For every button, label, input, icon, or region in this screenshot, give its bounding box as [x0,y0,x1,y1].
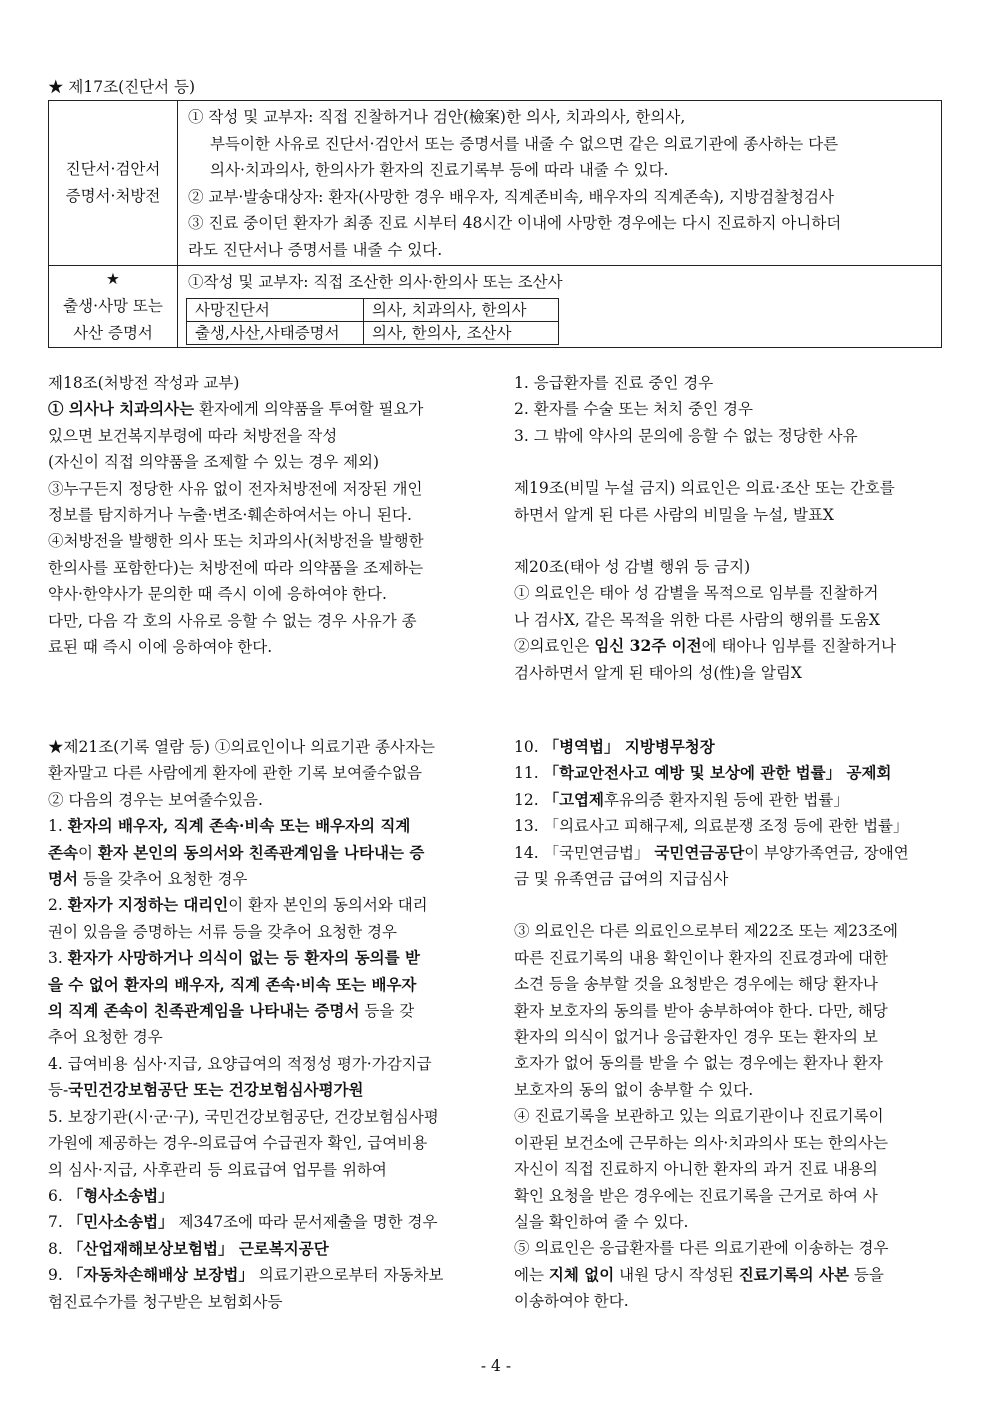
issuer-row: 사망진단서 의사, 치과의사, 한의사 [187,298,559,321]
article21-block: ★제21조(기록 열람 등) ①의료인이나 의료기관 종사자는 환자말고 다른 사람에게 환자에 관한 기록 보여줄수없음 ② 다음의 경우는 보여줄수있음. 1. 환자의 배우자, 직계 존속·비속 또는 배우자의 직계 존속이 환자 본인의 동의서와 친족관계임을 나타내는 증 명서 등을 갖추어 요청한 경우 2. 환자가 지정하는 대리인이 환자 본인의 동의서와 대리 권이 있음을 증명하는 서류 등을 갖추어 요청한 경우 3. 환자가 사망하거나 의식이 없는 등 환자의 동의를 받 을 수 없어 환자의 배우자, 직계 존속·비속 또는 배우자 의 직계 존속이 친족관계임을 나타내는 증명서 등을 갖 추어 요청한 경우 4. 급여비용 심사·지급, 요양급여의 적정성 평가·가감지급 등-국민건강보험공단 또는 건강보험심사평가원 5. 보장기관(시·군·구), 국민건강보험공단, 건강보험심사평 가원에 제공하는 경우-의료급여 수급권자 확인, 급여비용 의 심사·지급, 사후관리 등 의료급여 업무를 위하여 6. 「형사소송법」 7. 「민사소송법」 제347조에 따라 문서제출을 명한 경우 8. 「산업재해보상보험법」 근로복지공단 9. 「자동차손해배상 보장법」 의료기관으로부터 자동차보 험진료수가를 청구받은 보험회사등 [48,738,444,1311]
article17-heading: ★ 제17조(진단서 등) [48,78,196,96]
certificate-table [48,100,942,348]
certificate-label: 진단서·검안서 증명서·처방전 [49,101,178,266]
article18-block: 제18조(처방전 작성과 교부) ① 의사나 치과의사는 환자에게 의약품을 투여할 필요가 있으면 보건복지부령에 따라 처방전을 작성 (자신이 직접 의약품을 조제할 수 있는 경우 제외) ③누구든지 정당한 사유 없이 전자처방전에 저장된 개인 정보를 탐지하거나 누출·변조·훼손하여서는 아니 된다. ④처방전을 발행한 의사 또는 치과의사(처방전을 발행한 한의사를 포함한다)는 처방전에 따라 의약품을 조제하는 약사·한약사가 문의한 때 즉시 이에 응하여야 한다. 다만, 다음 각 호의 사유로 응할 수 없는 경우 사유가 종 료된 때 즉시 이에 응하여야 한다. [48,374,424,657]
birth-death-label: ★ 출생·사망 또는 사산 증명서 [49,266,178,348]
certificate-content: ① 작성 및 교부자: 직접 진찰하거나 검안(檢案)한 의사, 치과의사, 한의사, 부득이한 사유로 진단서·검안서 또는 증명서를 내줄 수 없으면 같은 의료기관에 종사하는 다른 의사·치과의사, 한의사가 환자의 진료기록부 등에 따라 내줄 수 있다. ② 교부·발송대상자: 환자(사망한 경우 배우자, 직계존비속, 배우자의 직계존속), 지방검찰청검사 ③ 진료 중이던 환자가 최종 진료 시부터 48시간 이내에 사망한 경우에는 다시 진료하지 아니하더 라도 진단서나 증명서를 내줄 수 있다. [178,101,942,266]
issuer-subtable [186,298,559,345]
page-number: - 4 - [480,1357,512,1375]
article21-continued-block: 10. 「병역법」 지방병무청장 11. 「학교안전사고 예방 및 보상에 관한 법률」 공제회 12. 「고엽제후유의증 환자지원 등에 관한 법률」 13. 「의료사고 피해구제, 의료분쟁 조정 등에 관한 법률」 14. 「국민연금법」 국민연금공단이 부양가족연금, 장애연 금 및 유족연금 급여의 지급심사 ③ 의료인은 다른 의료인으로부터 제22조 또는 제23조에 따른 진료기록의 내용 확인이나 환자의 진료경과에 대한 소견 등을 송부할 것을 요청받은 경우에는 해당 환자나 환자 보호자의 동의를 받아 송부하여야 한다. 다만, 해당 환자의 의식이 없거나 응급환자인 경우 또는 환자의 보 호자가 없어 동의를 받을 수 없는 경우에는 환자나 환자 보호자의 동의 없이 송부할 수 있다. ④ 진료기록을 보관하고 있는 의료기관이나 진료기록이 이관된 보건소에 근무하는 의사·치과의사 또는 한의사는 자신이 직접 진료하지 아니한 환자의 과거 진료 내용의 확인 요청을 받은 경우에는 진료기록을 근거로 하여 사 실을 확인하여 줄 수 있다. ⑤ 의료인은 응급환자를 다른 의료기관에 이송하는 경우 에는 지체 없이 내원 당시 작성된 진료기록의 사본 등을 이송하여야 한다. [514,737,909,1311]
issuer-row: 출생,사산,사태증명서 의사, 한의사, 조산사 [187,321,559,344]
birth-death-content: ①작성 및 교부자: 직접 조산한 의사·한의사 또는 조산사 사망진단서 의사, 치과의사, 한의사 출생,사산,사태증명서 의사, 한의사, 조산사 [178,266,942,348]
article19-20-block: 1. 응급환자를 진료 중인 경우 2. 환자를 수술 또는 처치 중인 경우 3. 그 밖에 약사의 문의에 응할 수 없는 정당한 사유 제19조(비밀 누설 금지) 의료인은 의료·조산 또는 간호를 하면서 알게 된 다른 사람의 비밀을 누설, 발표X 제20조(태아 성 감별 행위 등 금지) ① 의료인은 태아 성 감별을 목적으로 임부를 진찰하거 나 검사X, 같은 목적을 위한 다른 사람의 행위를 도움X ②의료인은 임신 32주 이전에 태아나 임부를 진찰하거나 검사하면서 알게 된 태아의 성(性)을 알림X [514,374,897,682]
